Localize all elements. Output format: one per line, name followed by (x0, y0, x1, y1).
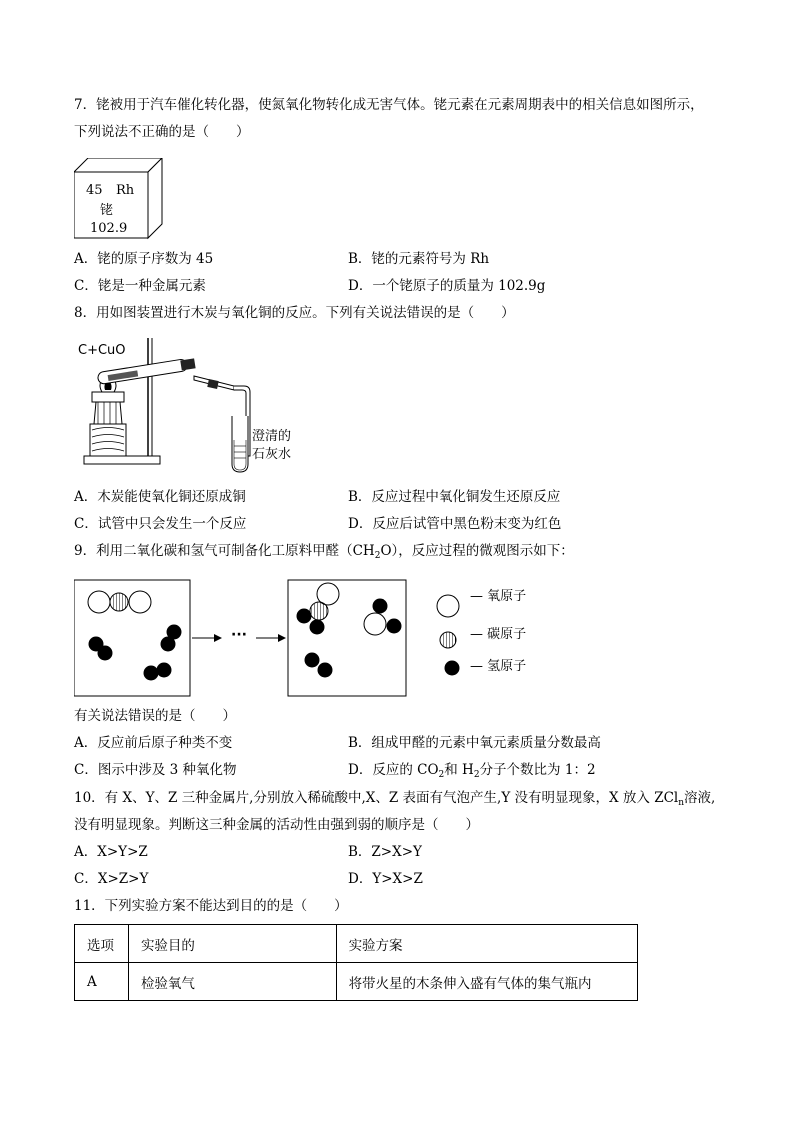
q7-stem-line2: 下列说法不正确的是（ ） (74, 124, 250, 140)
q8-option-b: B．反应过程中氧化铜发生还原反应 (348, 489, 561, 505)
element-atomic-number: 45 (86, 183, 103, 198)
q8-option-a: A．木炭能使氧化铜还原成铜 (74, 489, 246, 505)
q7-option-d: D．一个铑原子的质量为 102.9g (348, 278, 546, 294)
table-header-row (75, 925, 638, 963)
legend-oxygen: — 氧原子 (470, 589, 527, 604)
table-header-plan: 实验方案 (336, 925, 637, 963)
table-cell-plan: 将带火星的木条伸入盛有气体的集气瓶内 (336, 963, 637, 1001)
q10-stem-line1: 10．有 X、Y、Z 三种金属片,分别放入稀硫酸中,X、Z 表面有气泡产生,Y 没有明显现象，X 放入 ZCl$_n$溶液, (74, 790, 716, 808)
q10-option-b: B．Z>X>Y (348, 844, 422, 860)
q7-stem-line1: 7．铑被用于汽车催化转化器，使氮氧化物转化成无害气体。铑元素在元素周期表中的相关信息如图所示， (74, 97, 704, 113)
table-cell-option: A (75, 963, 129, 1001)
label-limewater-2: 石灰水 (252, 447, 292, 462)
q8-stem: 8．用如图装置进行木炭与氧化铜的反应。下列有关说法错误的是（ ） (74, 305, 515, 321)
apparatus-figure (74, 336, 314, 476)
q10-stem-line2: 没有明显现象。判断这三种金属的活动性由强到弱的顺序是（ ） (74, 817, 479, 833)
experiment-table (74, 924, 638, 1001)
q9-option-d: D．反应的 $CO_2$和 $H_2$分子个数比为 1：2 (348, 762, 596, 780)
table-header-purpose: 实验目的 (128, 925, 336, 963)
q9-option-a: A．反应前后原子种类不变 (74, 735, 233, 751)
q10-option-a: A．X>Y>Z (74, 844, 148, 860)
micro-reaction-figure (74, 578, 554, 698)
element-cell-figure (74, 158, 164, 244)
q9-option-c: C．图示中涉及 3 种氧化物 (74, 762, 237, 778)
q11-stem: 11．下列实验方案不能达到目的的是（ ） (74, 898, 348, 914)
element-name: 铑 (100, 203, 114, 218)
q7-option-c: C．铑是一种金属元素 (74, 278, 206, 294)
ellipsis-mark: ··· (231, 627, 247, 643)
table-row (75, 963, 638, 1001)
label-limewater-1: 澄清的 (252, 429, 292, 444)
q7-option-b: B．铑的元素符号为 Rh (348, 251, 490, 267)
element-symbol: Rh (116, 183, 135, 198)
q10-option-c: C．X>Z>Y (74, 871, 149, 887)
q8-option-d: D．反应后试管中黑色粉末变为红色 (348, 516, 562, 532)
table-cell-purpose: 检验氧气 (128, 963, 336, 1001)
q10-option-d: D．Y>X>Z (348, 871, 423, 887)
q9-option-b: B．组成甲醛的元素中氧元素质量分数最高 (348, 735, 601, 751)
table-header-option: 选项 (75, 925, 129, 963)
q7-option-a: A．铑的原子序数为 45 (74, 251, 214, 267)
label-reactants: C+CuO (78, 343, 126, 358)
legend-hydrogen: — 氢原子 (470, 659, 527, 674)
q8-option-c: C．试管中只会发生一个反应 (74, 516, 247, 532)
q9-prompt: 有关说法错误的是（ ） (74, 708, 236, 724)
q9-stem: 9．利用二氧化碳和氢气可制备化工原料甲醛$(CH_2O)$，反应过程的微观图示如下： (74, 543, 574, 561)
element-atomic-mass: 102.9 (90, 221, 128, 236)
legend-carbon: — 碳原子 (470, 627, 527, 642)
